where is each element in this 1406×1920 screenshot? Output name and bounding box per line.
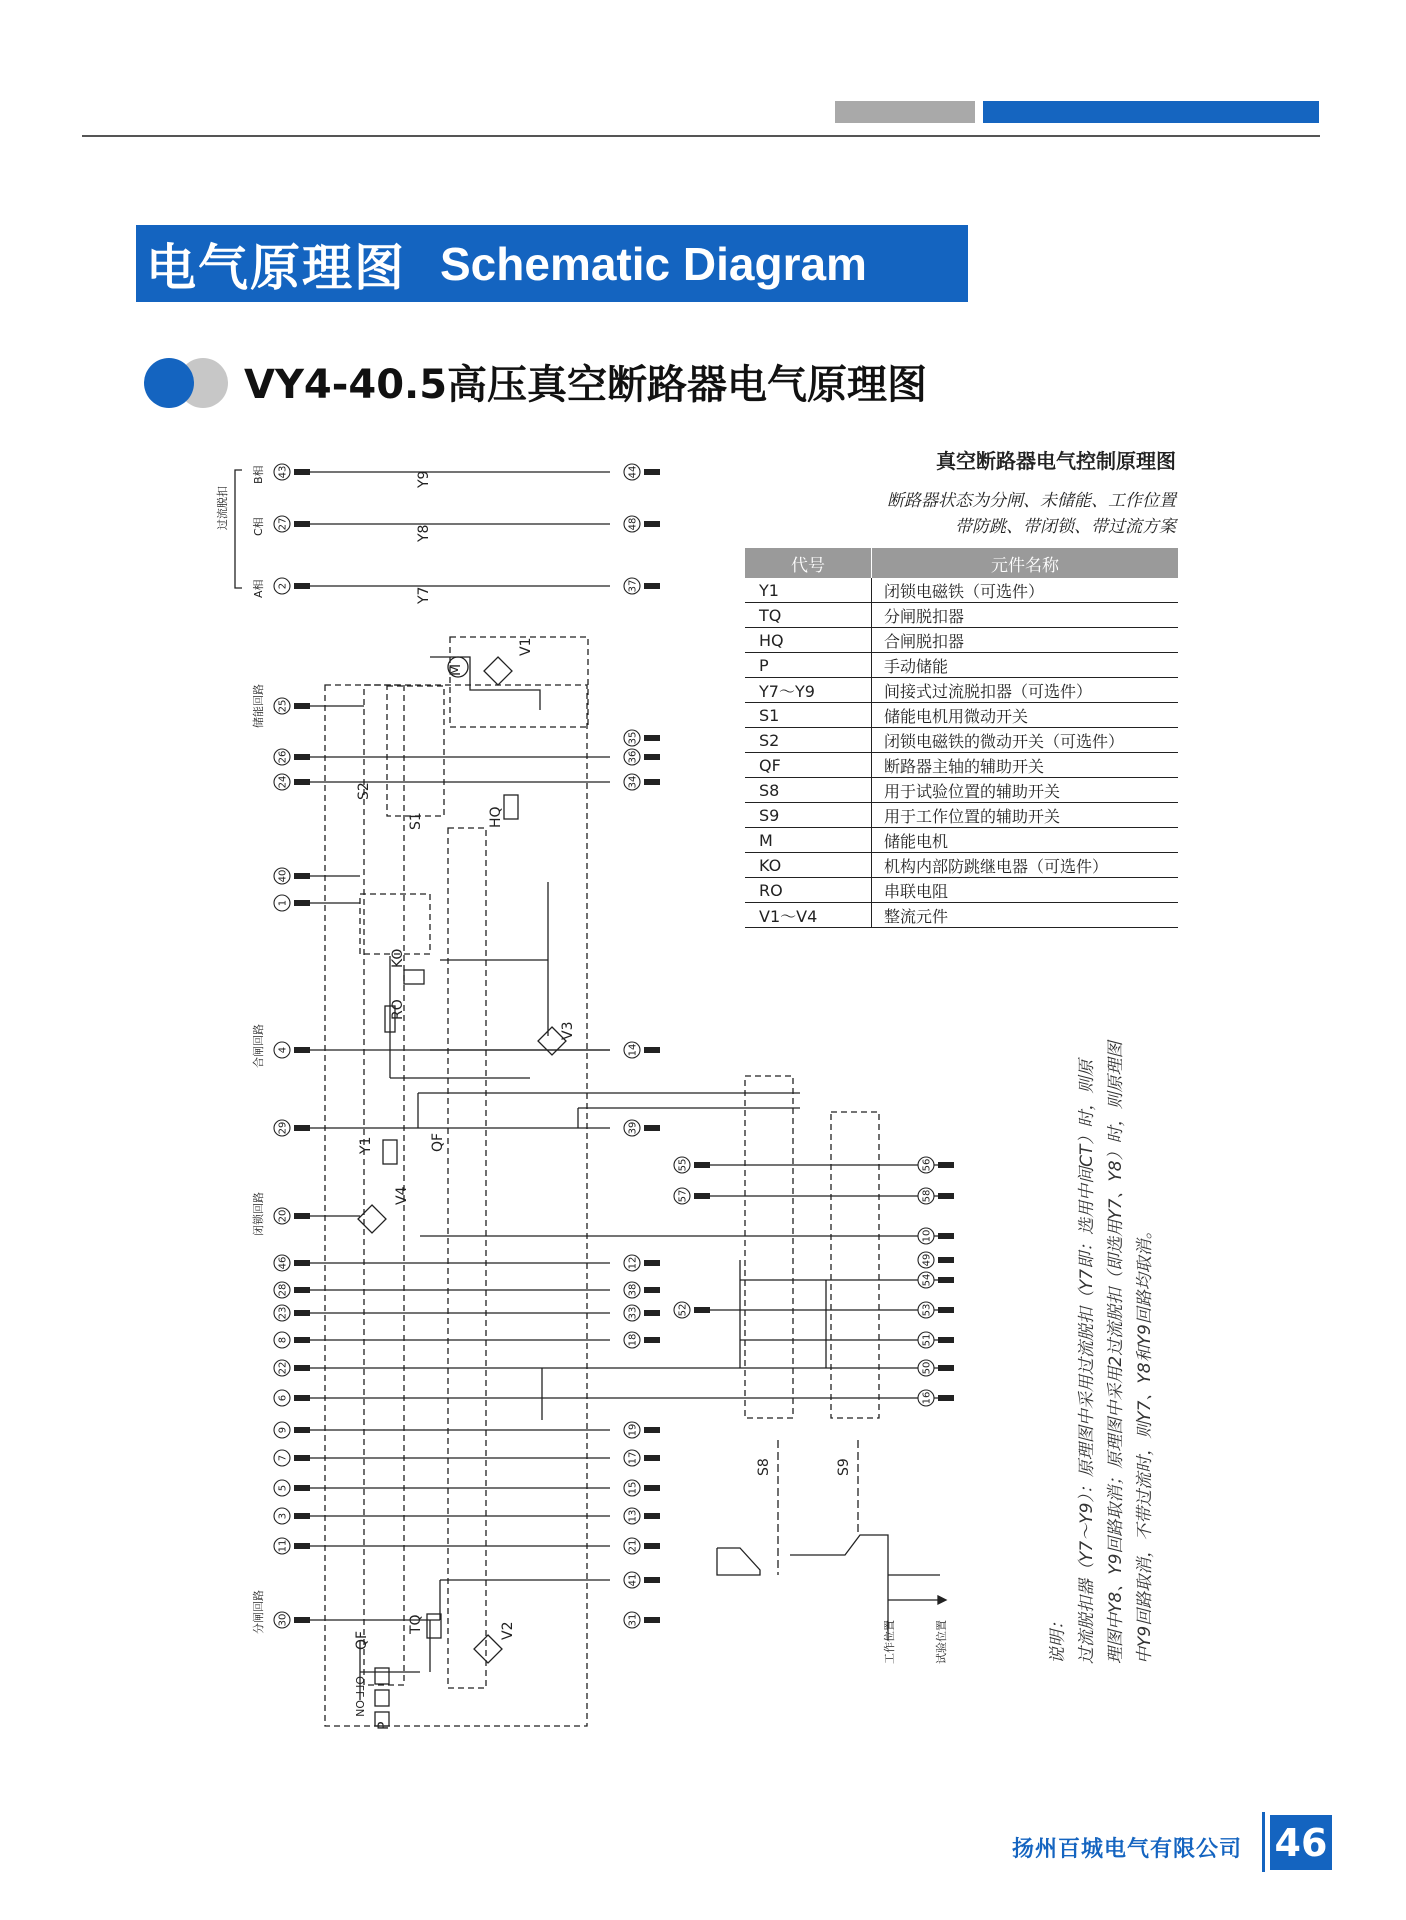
terminal-number: 6 — [277, 1394, 289, 1402]
notes-line-3: 中Y9回路取消，不带过流时，则Y7、Y8和Y9回路均取消。 — [1135, 1222, 1155, 1664]
right-terminal — [624, 1508, 660, 1524]
left-terminal — [274, 1282, 310, 1298]
terminal-bar — [938, 1162, 954, 1168]
terminal-bar — [644, 1427, 660, 1433]
terminal-number: 27 — [277, 517, 289, 531]
terminal-bar — [938, 1233, 954, 1239]
terminal-number: 26 — [277, 750, 289, 764]
position-work-label: 工作位置 — [883, 1620, 896, 1664]
terminal-bar — [294, 1260, 310, 1266]
terminal-bar — [644, 1513, 660, 1519]
terminal-bar — [294, 900, 310, 906]
terminal-number: 9 — [277, 1426, 289, 1434]
terminal-number: 51 — [921, 1333, 933, 1347]
terminal-number: 22 — [277, 1361, 289, 1375]
left-terminal — [274, 1538, 310, 1554]
left-terminal — [274, 1305, 310, 1321]
terminal-number: 1 — [277, 899, 289, 907]
label-ko: KO — [390, 948, 406, 968]
legend-code-cell: M — [745, 828, 872, 853]
terminal-number: 13 — [627, 1509, 639, 1523]
terminal-number: 10 — [921, 1229, 933, 1243]
terminal-bar — [644, 1047, 660, 1053]
terminal-bar — [294, 1455, 310, 1461]
legend-name-cell: 储能电机 — [872, 828, 1179, 853]
component-labels — [353, 471, 852, 1730]
legend-name-cell: 断路器主轴的辅助开关 — [872, 753, 1179, 778]
panel-title: 真空断路器电气控制原理图 — [936, 449, 1176, 473]
notes-line-2: 理图中Y8、Y9回路取消；原理图中采用2过流脱扣（即选用Y7、Y8）时，则原理图 — [1106, 1041, 1126, 1664]
terminal-bar — [294, 779, 310, 785]
legend-name-cell: 合闸脱扣器 — [872, 628, 1179, 653]
label-s9: S9 — [836, 1458, 852, 1476]
left-terminal — [274, 1390, 310, 1406]
terminal-bar — [644, 1617, 660, 1623]
terminal-bar — [294, 1125, 310, 1131]
legend-name-cell: 串联电阻 — [872, 878, 1179, 903]
label-m: M — [448, 663, 464, 676]
right-terminal — [624, 749, 660, 765]
left-terminal — [274, 1120, 310, 1136]
label-y8: Y8 — [416, 524, 432, 542]
footer-divider — [1262, 1812, 1265, 1872]
label-p: P — [376, 1721, 392, 1730]
right-terminal — [624, 1450, 660, 1466]
terminal-bar — [644, 779, 660, 785]
legend-code-cell: TQ — [745, 603, 872, 628]
legend-header-name: 元件名称 — [872, 548, 1179, 578]
label-v1: V1 — [518, 637, 534, 656]
terminal-number: 39 — [627, 1121, 639, 1135]
terminal-bar — [644, 754, 660, 760]
terminal-bar — [644, 1337, 660, 1343]
left-terminal — [274, 1332, 310, 1348]
terminal-bar — [644, 1577, 660, 1583]
terminal-number: 53 — [921, 1303, 933, 1317]
right-terminal — [624, 1480, 660, 1496]
terminal-number: 2 — [277, 582, 289, 590]
label-y1: Y1 — [358, 1136, 374, 1154]
left-terminal — [274, 1450, 310, 1466]
terminal-number: 41 — [627, 1573, 639, 1587]
s8-terminal — [674, 1302, 710, 1318]
terminal-number: 56 — [921, 1158, 933, 1172]
label-qf-bottom: QF — [354, 1630, 370, 1650]
phase-c-label: C相 — [252, 517, 265, 536]
terminal-bar — [294, 583, 310, 589]
right-terminal — [624, 1572, 660, 1588]
terminal-number: 21 — [627, 1539, 639, 1553]
group-overcurrent-label: 过流脱扣 — [216, 486, 229, 530]
right-terminal — [624, 516, 660, 532]
left-terminal — [274, 1208, 310, 1224]
terminal-number: 14 — [627, 1043, 639, 1057]
left-terminal — [274, 749, 310, 765]
legend-code-cell: RO — [745, 878, 872, 903]
terminal-number: 49 — [921, 1253, 933, 1267]
terminal-number: 8 — [277, 1336, 289, 1344]
terminal-number: 55 — [677, 1158, 689, 1172]
terminal-number: 3 — [277, 1512, 289, 1520]
legend-code-cell: QF — [745, 753, 872, 778]
terminal-bar — [294, 1310, 310, 1316]
left-terminal — [274, 1508, 310, 1524]
left-terminal — [274, 774, 310, 790]
terminal-bar — [294, 1047, 310, 1053]
label-s2: S2 — [356, 782, 372, 800]
label-y7: Y7 — [416, 586, 432, 604]
terminal-bar — [294, 1427, 310, 1433]
terminal-bar — [294, 873, 310, 879]
left-terminal — [274, 516, 310, 532]
terminal-bar — [644, 1543, 660, 1549]
legend-name-cell: 间接式过流脱扣器（可选件） — [872, 678, 1179, 703]
terminal-number: 19 — [627, 1423, 639, 1437]
terminal-number: 43 — [277, 465, 289, 479]
terminal-number: 23 — [277, 1306, 289, 1320]
terminal-bar — [938, 1257, 954, 1263]
label-ro: RO — [390, 999, 406, 1020]
terminal-bar — [644, 583, 660, 589]
legend-header-code: 代号 — [745, 548, 872, 578]
notes-label: 说明： — [1048, 1613, 1068, 1664]
section-subtitle: VY4-40.5高压真空断路器电气原理图 — [244, 362, 928, 408]
label-v2: V2 — [500, 1621, 516, 1640]
terminal-number: 5 — [277, 1484, 289, 1492]
label-hq: HQ — [488, 806, 504, 828]
right-terminal — [624, 1538, 660, 1554]
terminal-bar — [294, 1543, 310, 1549]
legend-code-cell: HQ — [745, 628, 872, 653]
terminal-bar — [938, 1337, 954, 1343]
terminal-bar — [294, 703, 310, 709]
left-terminal — [274, 578, 310, 594]
terminal-number: 18 — [627, 1333, 639, 1347]
terminal-number: 7 — [277, 1454, 289, 1462]
terminal-bar — [294, 754, 310, 760]
group-closing-label: 合闸回路 — [252, 1024, 265, 1068]
legend-name-cell: 整流元件 — [872, 903, 1179, 928]
group-labels — [215, 465, 948, 1664]
legend-code-cell: KO — [745, 853, 872, 878]
terminal-bar — [938, 1277, 954, 1283]
terminal-bar — [644, 735, 660, 741]
terminal-number: 29 — [277, 1121, 289, 1135]
terminal-bar — [644, 1287, 660, 1293]
legend-name-cell: 储能电机用微动开关 — [872, 703, 1179, 728]
legend-name-cell: 闭锁电磁铁的微动开关（可选件） — [872, 728, 1179, 753]
terminal-number: 31 — [627, 1613, 639, 1627]
terminal-bar — [294, 1485, 310, 1491]
terminal-bar — [938, 1365, 954, 1371]
terminal-number: 37 — [627, 579, 639, 593]
s8-terminal — [674, 1157, 710, 1173]
terminal-bar — [294, 1287, 310, 1293]
terminal-layer — [274, 464, 954, 1628]
terminal-number: 16 — [921, 1391, 933, 1405]
legend-code-cell: S1 — [745, 703, 872, 728]
terminal-number: 46 — [277, 1256, 289, 1270]
group-opening-label: 分闸回路 — [252, 1590, 265, 1634]
s9-terminal — [918, 1252, 954, 1268]
terminal-bar — [294, 1213, 310, 1219]
right-terminal — [624, 1042, 660, 1058]
label-y9: Y9 — [416, 470, 432, 488]
terminal-bar — [644, 1485, 660, 1491]
terminal-number: 54 — [921, 1273, 933, 1287]
label-tq: TQ — [408, 1614, 424, 1634]
right-terminal — [624, 1612, 660, 1628]
terminal-number: 12 — [627, 1256, 639, 1270]
panel-note-features: 带防跳、带闭锁、带过流方案 — [955, 517, 1176, 537]
page-number: 46 — [1270, 1815, 1332, 1870]
legend-code-cell: Y1 — [745, 578, 872, 603]
terminal-bar — [938, 1395, 954, 1401]
terminal-number: 38 — [627, 1283, 639, 1297]
terminal-bar — [294, 1617, 310, 1623]
right-terminal — [624, 464, 660, 480]
group-charging-label: 储能回路 — [252, 684, 265, 728]
phase-b-label: B相 — [252, 465, 265, 484]
terminal-bar — [294, 1337, 310, 1343]
legend-name-cell: 机构内部防跳继电器（可选件） — [872, 853, 1179, 878]
terminal-number: 40 — [277, 869, 289, 883]
label-v3: V3 — [560, 1021, 576, 1040]
legend-name-cell: 用于试验位置的辅助开关 — [872, 778, 1179, 803]
terminal-number: 25 — [277, 699, 289, 713]
legend-name-cell: 分闸脱扣器 — [872, 603, 1179, 628]
terminal-number: 15 — [627, 1481, 639, 1495]
legend-code-cell: V1～V4 — [745, 903, 872, 928]
terminal-number: 35 — [627, 731, 639, 745]
terminal-bar — [694, 1307, 710, 1313]
panel-note-state: 断路器状态为分闸、未储能、工作位置 — [887, 491, 1176, 511]
position-test-label: 试验位置 — [935, 1620, 948, 1664]
phase-a-label: A相 — [252, 579, 265, 598]
terminal-number: 4 — [277, 1046, 289, 1054]
right-terminal — [624, 1120, 660, 1136]
terminal-bar — [294, 1513, 310, 1519]
terminal-number: 33 — [627, 1306, 639, 1320]
label-off: OFF — [353, 1676, 366, 1698]
terminal-number: 28 — [277, 1283, 289, 1297]
terminal-bar — [694, 1193, 710, 1199]
right-terminal — [624, 1282, 660, 1298]
left-terminal — [274, 1042, 310, 1058]
right-terminal — [624, 1305, 660, 1321]
legend-name-cell: 闭锁电磁铁（可选件） — [872, 578, 1179, 603]
page-title-cn: 电气原理图 — [146, 238, 406, 297]
page-title-en: Schematic Diagram — [440, 237, 867, 290]
wiring — [235, 470, 946, 1726]
right-terminal — [624, 730, 660, 746]
group-interlock-label: 闭锁回路 — [252, 1192, 265, 1236]
label-v4: V4 — [394, 1186, 410, 1205]
terminal-bar — [694, 1162, 710, 1168]
left-terminal — [274, 698, 310, 714]
left-terminal — [274, 895, 310, 911]
terminal-bar — [294, 469, 310, 475]
legend-code-cell: S8 — [745, 778, 872, 803]
right-terminal — [624, 1255, 660, 1271]
right-terminal — [624, 1332, 660, 1348]
terminal-number: 24 — [277, 775, 289, 789]
terminal-number: 34 — [627, 775, 639, 789]
terminal-bar — [294, 1365, 310, 1371]
s8-terminal — [674, 1188, 710, 1204]
label-on: ON — [353, 1700, 366, 1717]
legend-name-cell: 用于工作位置的辅助开关 — [872, 803, 1179, 828]
terminal-number: 20 — [277, 1209, 289, 1223]
label-qf: QF — [430, 1132, 446, 1152]
notes-line-1: 过流脱扣器（Y7～Y9）：原理图中采用过流脱扣（Y7即：选用中间CT）时，则原 — [1077, 1059, 1097, 1664]
left-terminal — [274, 1360, 310, 1376]
terminal-number: 17 — [627, 1451, 639, 1465]
terminal-bar — [644, 469, 660, 475]
left-terminal — [274, 1612, 310, 1628]
terminal-number: 48 — [627, 517, 639, 531]
terminal-bar — [294, 521, 310, 527]
left-terminal — [274, 1255, 310, 1271]
terminal-number: 52 — [677, 1303, 689, 1317]
terminal-bar — [644, 1125, 660, 1131]
legend-code-cell: S2 — [745, 728, 872, 753]
terminal-number: 58 — [921, 1189, 933, 1203]
terminal-bar — [938, 1307, 954, 1313]
notes-block — [1048, 1038, 1155, 1664]
terminal-bar — [644, 1310, 660, 1316]
terminal-number: 50 — [921, 1361, 933, 1375]
right-terminal — [624, 774, 660, 790]
left-terminal — [274, 1480, 310, 1496]
label-s1: S1 — [408, 812, 424, 830]
legend-code-cell: Y7～Y9 — [745, 678, 872, 703]
terminal-number: 36 — [627, 750, 639, 764]
legend-code-cell: P — [745, 653, 872, 678]
legend-code-cell: S9 — [745, 803, 872, 828]
right-terminal — [624, 578, 660, 594]
terminal-bar — [294, 1395, 310, 1401]
terminal-number: 30 — [277, 1613, 289, 1627]
terminal-bar — [938, 1193, 954, 1199]
right-terminal — [624, 1422, 660, 1438]
label-s8: S8 — [756, 1458, 772, 1476]
terminal-bar — [644, 521, 660, 527]
terminal-bar — [644, 1260, 660, 1266]
terminal-number: 11 — [277, 1539, 289, 1553]
left-terminal — [274, 464, 310, 480]
legend-name-cell: 手动储能 — [872, 653, 1179, 678]
left-terminal — [274, 868, 310, 884]
footer-company-name: 扬州百城电气有限公司 — [1012, 1837, 1243, 1862]
terminal-number: 57 — [677, 1189, 689, 1203]
left-terminal — [274, 1422, 310, 1438]
terminal-number: 44 — [627, 465, 639, 479]
terminal-bar — [644, 1455, 660, 1461]
